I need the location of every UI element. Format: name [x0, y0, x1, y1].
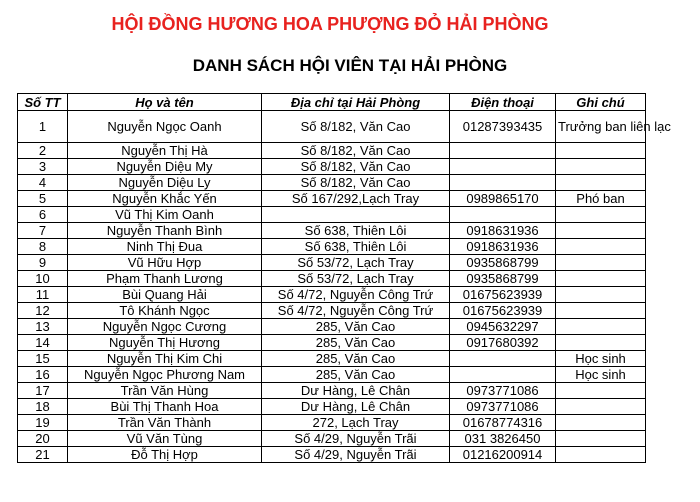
cell-name: Ninh Thị Đua — [68, 239, 262, 255]
cell-note: Học sinh — [556, 351, 646, 367]
cell-name: Bùi Quang Hải — [68, 287, 262, 303]
cell-note — [556, 303, 646, 319]
cell-name: Nguyễn Thị Kim Chi — [68, 351, 262, 367]
cell-address: 285, Văn Cao — [262, 351, 450, 367]
cell-phone: 0945632297 — [450, 319, 556, 335]
table-row — [18, 351, 646, 367]
cell-stt: 2 — [18, 143, 68, 159]
cell-name: Nguyễn Ngọc Oanh — [68, 111, 262, 143]
cell-stt: 6 — [18, 207, 68, 223]
cell-phone: 01678774316 — [450, 415, 556, 431]
cell-stt: 15 — [18, 351, 68, 367]
column-header-address: Địa chỉ tại Hải Phòng — [262, 94, 450, 111]
cell-name: Phạm Thanh Lương — [68, 271, 262, 287]
page-subtitle: DANH SÁCH HỘI VIÊN TẠI HẢI PHÒNG — [192, 56, 508, 75]
cell-name: Nguyễn Diệu My — [68, 159, 262, 175]
cell-address: 285, Văn Cao — [262, 367, 450, 383]
cell-address: Số 4/72, Nguyễn Công Trứ — [262, 303, 450, 319]
cell-phone — [450, 367, 556, 383]
member-table — [17, 93, 671, 463]
cell-note — [556, 239, 646, 255]
cell-stt: 9 — [18, 255, 68, 271]
table-row — [18, 399, 646, 415]
cell-address: 285, Văn Cao — [262, 319, 450, 335]
cell-stt: 21 — [18, 447, 68, 463]
cell-phone — [450, 159, 556, 175]
cell-name: Nguyễn Ngọc Cương — [68, 319, 262, 335]
cell-note — [556, 415, 646, 431]
cell-address: 272, Lạch Tray — [262, 415, 450, 431]
cell-phone: 031 3826450 — [450, 431, 556, 447]
cell-stt: 7 — [18, 223, 68, 239]
cell-note — [556, 255, 646, 271]
cell-address: Số 4/29, Nguyễn Trãi — [262, 447, 450, 463]
cell-note — [556, 175, 646, 191]
cell-name: Bùi Thị Thanh Hoa — [68, 399, 262, 415]
column-header-phone: Điện thoại — [450, 94, 556, 111]
cell-note: Trưởng ban liên lạc — [556, 111, 646, 143]
cell-name: Trần Văn Thành — [68, 415, 262, 431]
cell-phone: 0918631936 — [450, 223, 556, 239]
table-row — [18, 239, 646, 255]
table-row — [18, 383, 646, 399]
cell-name: Trần Văn Hùng — [68, 383, 262, 399]
cell-address: Số 8/182, Văn Cao — [262, 143, 450, 159]
cell-name: Nguyễn Thị Hương — [68, 335, 262, 351]
cell-phone — [450, 143, 556, 159]
cell-name: Vũ Hữu Hợp — [68, 255, 262, 271]
cell-address: Số 53/72, Lạch Tray — [262, 255, 450, 271]
cell-phone — [450, 351, 556, 367]
column-header-name: Họ và tên — [68, 94, 262, 111]
cell-note — [556, 335, 646, 351]
cell-name: Nguyễn Thanh Bình — [68, 223, 262, 239]
cell-address: Số 4/29, Nguyễn Trãi — [262, 431, 450, 447]
table-row — [18, 255, 646, 271]
cell-address: Số 8/182, Văn Cao — [262, 111, 450, 143]
cell-name: Vũ Thị Kim Oanh — [68, 207, 262, 223]
cell-address: Số 638, Thiên Lôi — [262, 239, 450, 255]
cell-stt: 8 — [18, 239, 68, 255]
cell-note — [556, 431, 646, 447]
table-row — [18, 415, 646, 431]
table-row — [18, 447, 646, 463]
cell-phone: 0917680392 — [450, 335, 556, 351]
cell-stt: 16 — [18, 367, 68, 383]
cell-name: Nguyễn Ngọc Phương Nam — [68, 367, 262, 383]
cell-phone: 0935868799 — [450, 271, 556, 287]
cell-note — [556, 399, 646, 415]
cell-phone: 0973771086 — [450, 383, 556, 399]
cell-phone: 0989865170 — [450, 191, 556, 207]
table-row — [18, 319, 646, 335]
cell-phone: 01287393435 — [450, 111, 556, 143]
table-header-row — [18, 94, 646, 111]
cell-phone: 0973771086 — [450, 399, 556, 415]
table-row — [18, 335, 646, 351]
cell-stt: 19 — [18, 415, 68, 431]
cell-phone — [450, 207, 556, 223]
cell-stt: 18 — [18, 399, 68, 415]
page-title: HỘI ĐỒNG HƯƠNG HOA PHƯỢNG ĐỎ HẢI PHÒNG — [111, 14, 549, 34]
cell-note — [556, 319, 646, 335]
table-row — [18, 175, 646, 191]
cell-note — [556, 143, 646, 159]
cell-stt: 5 — [18, 191, 68, 207]
table-row — [18, 143, 646, 159]
cell-note: Học sinh — [556, 367, 646, 383]
cell-address: 285, Văn Cao — [262, 335, 450, 351]
cell-address: Số 8/182, Văn Cao — [262, 175, 450, 191]
cell-name: Nguyễn Diệu Ly — [68, 175, 262, 191]
cell-stt: 4 — [18, 175, 68, 191]
member-table-body — [18, 111, 671, 463]
cell-address: Dư Hàng, Lê Chân — [262, 399, 450, 415]
cell-phone: 01675623939 — [450, 287, 556, 303]
cell-address: Số 8/182, Văn Cao — [262, 159, 450, 175]
cell-address: Số 4/72, Nguyễn Công Trứ — [262, 287, 450, 303]
cell-note — [556, 287, 646, 303]
cell-stt: 12 — [18, 303, 68, 319]
cell-note: Phó ban — [556, 191, 646, 207]
column-header-note: Ghi chú — [556, 94, 646, 111]
table-row — [18, 287, 646, 303]
table-row — [18, 111, 646, 143]
cell-stt: 17 — [18, 383, 68, 399]
cell-phone: 01216200914 — [450, 447, 556, 463]
cell-stt: 1 — [18, 111, 68, 143]
cell-name: Nguyễn Khắc Yến — [68, 191, 262, 207]
table-row — [18, 367, 646, 383]
cell-name: Tô Khánh Ngọc — [68, 303, 262, 319]
cell-note — [556, 271, 646, 287]
cell-address: Số 167/292,Lạch Tray — [262, 191, 450, 207]
cell-stt: 20 — [18, 431, 68, 447]
table-row — [18, 159, 646, 175]
cell-phone — [450, 175, 556, 191]
cell-address: Dư Hàng, Lê Chân — [262, 383, 450, 399]
cell-note — [556, 447, 646, 463]
cell-address: Số 53/72, Lạch Tray — [262, 271, 450, 287]
cell-name: Vũ Văn Tùng — [68, 431, 262, 447]
cell-phone: 0918631936 — [450, 239, 556, 255]
cell-address: Số 638, Thiên Lôi — [262, 223, 450, 239]
cell-phone: 01675623939 — [450, 303, 556, 319]
cell-stt: 3 — [18, 159, 68, 175]
table-row — [18, 191, 646, 207]
cell-stt: 11 — [18, 287, 68, 303]
table-row — [18, 431, 646, 447]
table-row — [18, 207, 646, 223]
table-row — [18, 223, 646, 239]
table-row — [18, 271, 646, 287]
cell-phone: 0935868799 — [450, 255, 556, 271]
cell-name: Đỗ Thị Hợp — [68, 447, 262, 463]
cell-note — [556, 223, 646, 239]
cell-note — [556, 207, 646, 223]
cell-stt: 10 — [18, 271, 68, 287]
column-header-stt: Số TT — [18, 94, 68, 111]
cell-stt: 14 — [18, 335, 68, 351]
table-row — [18, 303, 646, 319]
cell-note — [556, 159, 646, 175]
cell-address — [262, 207, 450, 223]
cell-stt: 13 — [18, 319, 68, 335]
cell-note — [556, 383, 646, 399]
cell-name: Nguyễn Thị Hà — [68, 143, 262, 159]
